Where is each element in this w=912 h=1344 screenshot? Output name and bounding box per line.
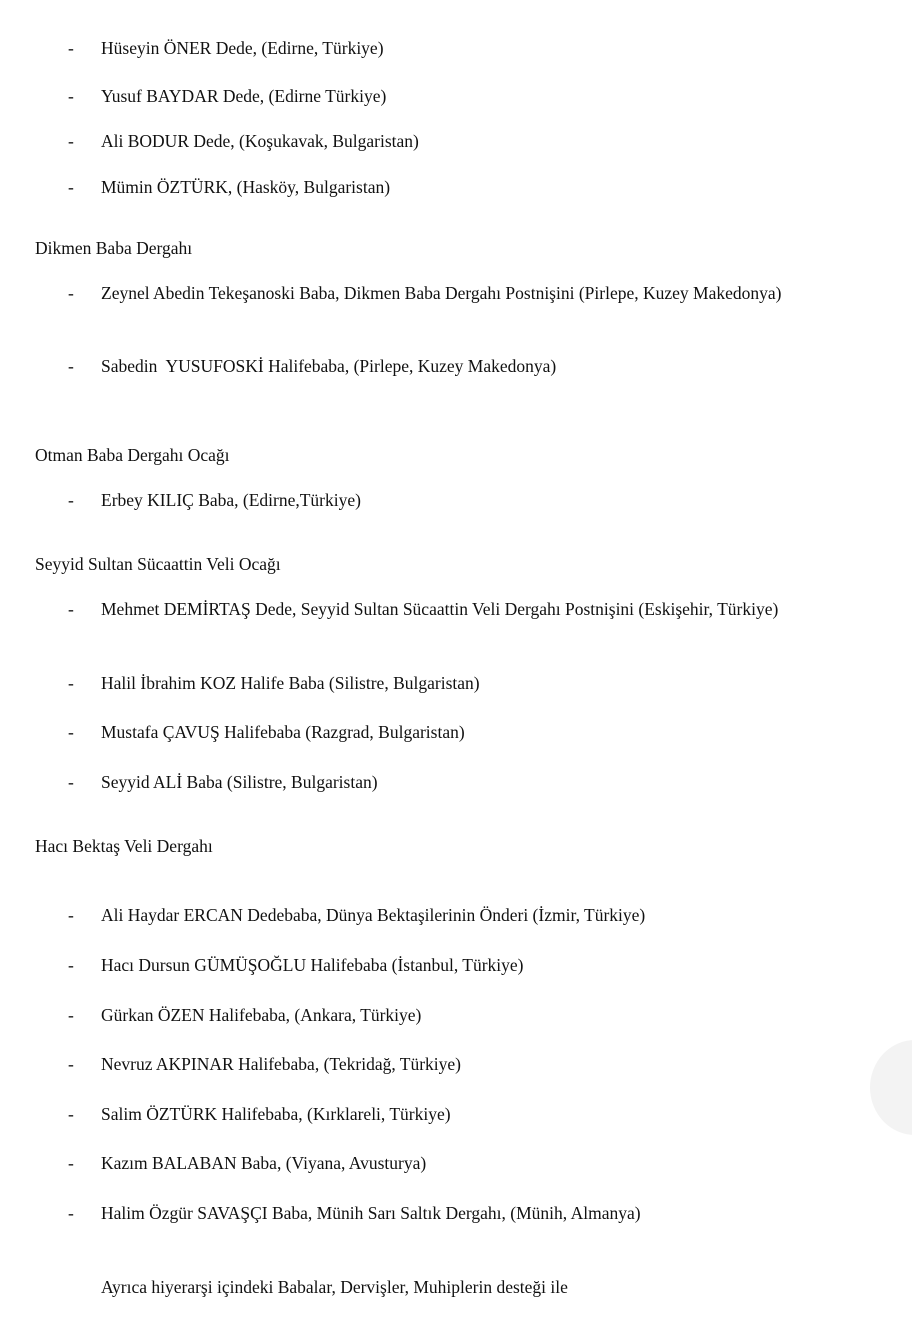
list-dash: -: [68, 1153, 74, 1173]
list-item-text: Mustafa ÇAVUŞ Halifebaba (Razgrad, Bulgaristan): [101, 722, 465, 742]
section-heading: Dikmen Baba Dergahı: [35, 238, 193, 258]
closing-text: Ayrıca hiyerarşi içindeki Babalar, Dervişler, Muhiplerin desteği ile: [101, 1277, 568, 1297]
list-dash: -: [68, 283, 74, 303]
list-dash: -: [68, 38, 74, 58]
list-item-text: Kazım BALABAN Baba, (Viyana, Avusturya): [101, 1153, 427, 1173]
list-item-text: Ali Haydar ERCAN Dedebaba, Dünya Bektaşilerinin Önderi (İzmir, Türkiye): [101, 905, 646, 925]
list-dash: -: [68, 356, 74, 376]
list-item-text: Salim ÖZTÜRK Halifebaba, (Kırklareli, Türkiye): [101, 1104, 451, 1124]
list-dash: -: [68, 722, 74, 742]
list-item-text: Sabedin YUSUFOSKİ Halifebaba, (Pirlepe, Kuzey Makedonya): [101, 356, 557, 376]
list-item-text: Mehmet DEMİRTAŞ Dede, Seyyid Sultan Sücaattin Veli Dergahı Postnişini (Eskişehir, Türkiye): [101, 599, 779, 619]
list-item-text: Erbey KILIÇ Baba, (Edirne,Türkiye): [101, 490, 361, 510]
list-item-text: Mümin ÖZTÜRK, (Hasköy, Bulgaristan): [101, 177, 391, 197]
list-dash: -: [68, 177, 74, 197]
list-dash: -: [68, 131, 74, 151]
list-item-text: Zeynel Abedin Tekeşanoski Baba, Dikmen Baba Dergahı Postnişini (Pirlepe, Kuzey Makedonya): [101, 283, 782, 303]
section-heading: Hacı Bektaş Veli Dergahı: [35, 836, 213, 856]
list-item-text: Halim Özgür SAVAŞÇI Baba, Münih Sarı Saltık Dergahı, (Münih, Almanya): [101, 1203, 641, 1223]
section-heading: Seyyid Sultan Sücaattin Veli Ocağı: [35, 554, 281, 574]
list-dash: -: [68, 1104, 74, 1124]
list-item-text: Yusuf BAYDAR Dede, (Edirne Türkiye): [101, 86, 387, 106]
list-item-text: Hacı Dursun GÜMÜŞOĞLU Halifebaba (İstanbul, Türkiye): [101, 955, 524, 975]
list-dash: -: [68, 1005, 74, 1025]
list-item-text: Hüseyin ÖNER Dede, (Edirne, Türkiye): [101, 38, 384, 58]
list-item-text: Nevruz AKPINAR Halifebaba, (Tekridağ, Türkiye): [101, 1054, 462, 1074]
list-item-text: Seyyid ALİ Baba (Silistre, Bulgaristan): [101, 772, 378, 792]
list-dash: -: [68, 673, 74, 693]
list-dash: -: [68, 1203, 74, 1223]
list-dash: -: [68, 955, 74, 975]
list-dash: -: [68, 86, 74, 106]
list-item-text: Halil İbrahim KOZ Halife Baba (Silistre, Bulgaristan): [101, 673, 480, 693]
list-dash: -: [68, 772, 74, 792]
list-item-text: Ali BODUR Dede, (Koşukavak, Bulgaristan): [101, 131, 419, 151]
list-dash: -: [68, 490, 74, 510]
list-item-text: Gürkan ÖZEN Halifebaba, (Ankara, Türkiye): [101, 1005, 422, 1025]
list-dash: -: [68, 1054, 74, 1074]
list-dash: -: [68, 905, 74, 925]
list-dash: -: [68, 599, 74, 619]
section-heading: Otman Baba Dergahı Ocağı: [35, 445, 230, 465]
page-shadow-artifact: [870, 1040, 912, 1135]
